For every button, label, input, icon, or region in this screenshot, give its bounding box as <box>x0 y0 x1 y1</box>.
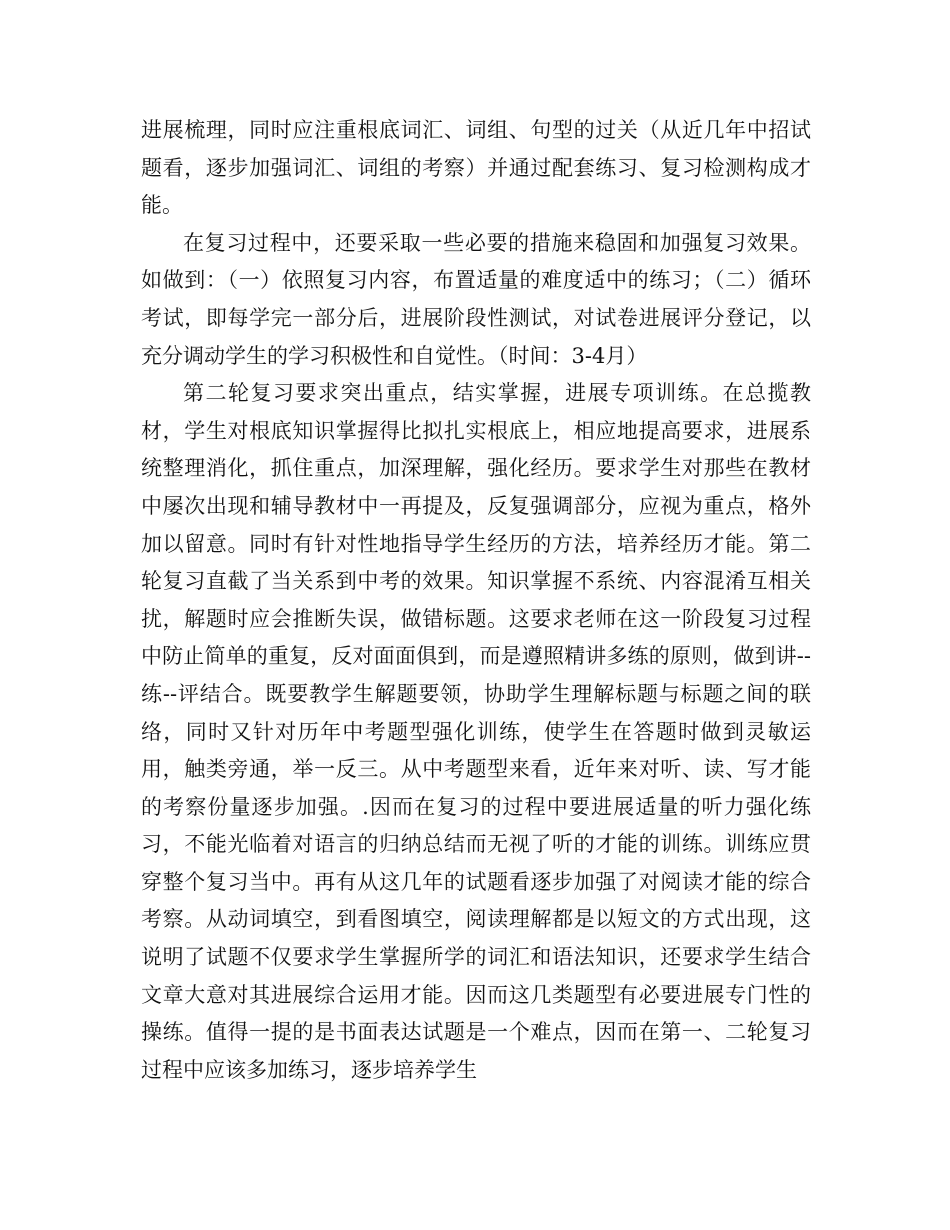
paragraph-review-organization: 进展梳理，同时应注重根底词汇、词组、句型的过关（从近几年中招试题看，逐步加强词汇、词组的考察）并通过配套练习、复习检测构成才能。 <box>141 118 811 218</box>
paragraph-second-round-review: 第二轮复习要求突出重点，结实掌握，进展专项训练。在总揽教材，学生对根底知识掌握得比拟扎实根底上，相应地提高要求，进展系统整理消化，抓住重点，加深理解，强化经历。要求学生对那些在教材中屡次出现和辅导教材中一再提及，反复强调部分，应视为重点，格外加以留意。同时有针对性地指导学生经历的方法，培养经历才能。第二轮复习直截了当关系到中考的效果。知识掌握不系统、内容混淆互相关扰，解题时应会推断失误，做错标题。这要求老师在这一阶段复习过程中防止简单的重复，反对面面俱到，而是遵照精讲多练的原则，做到讲--练--评结合。既要教学生解题要领，协助学生理解标题与标题之间的联络，同时又针对历年中考题型强化训练，使学生在答题时做到灵敏运用，触类旁通，举一反三。从中考题型来看，近年来对听、读、写才能的考察份量逐步加强。.因而在复习的过程中要进展适量的听力强化练习，不能光临着对语言的归纳总结而无视了听的才能的训练。训练应贯穿整个复习当中。再有从这几年的试题看逐步加强了对阅读才能的综合考察。从动词填空，到看图填空，阅读理解都是以短文的方式出现，这说明了试题不仅要求学生掌握所学的词汇和语法知识，还要求学生结合文章大意对其进展综合运用才能。因而这几类题型有必要进展专门性的操练。值得一提的是书面表达试题是一个难点，因而在第一、二轮复习过程中应该多加练习，逐步培养学生 <box>141 381 811 1082</box>
paragraph-review-measures: 在复习过程中，还要采取一些必要的措施来稳固和加强复习效果。如做到：（一）依照复习内容，布置适量的难度适中的练习；（二）循环考试，即每学完一部分后，进展阶段性测试，对试卷进展评分登记，以充分调动学生的学习积极性和自觉性。（时间：3-4月） <box>141 230 811 368</box>
document-body <box>141 112 811 1089</box>
